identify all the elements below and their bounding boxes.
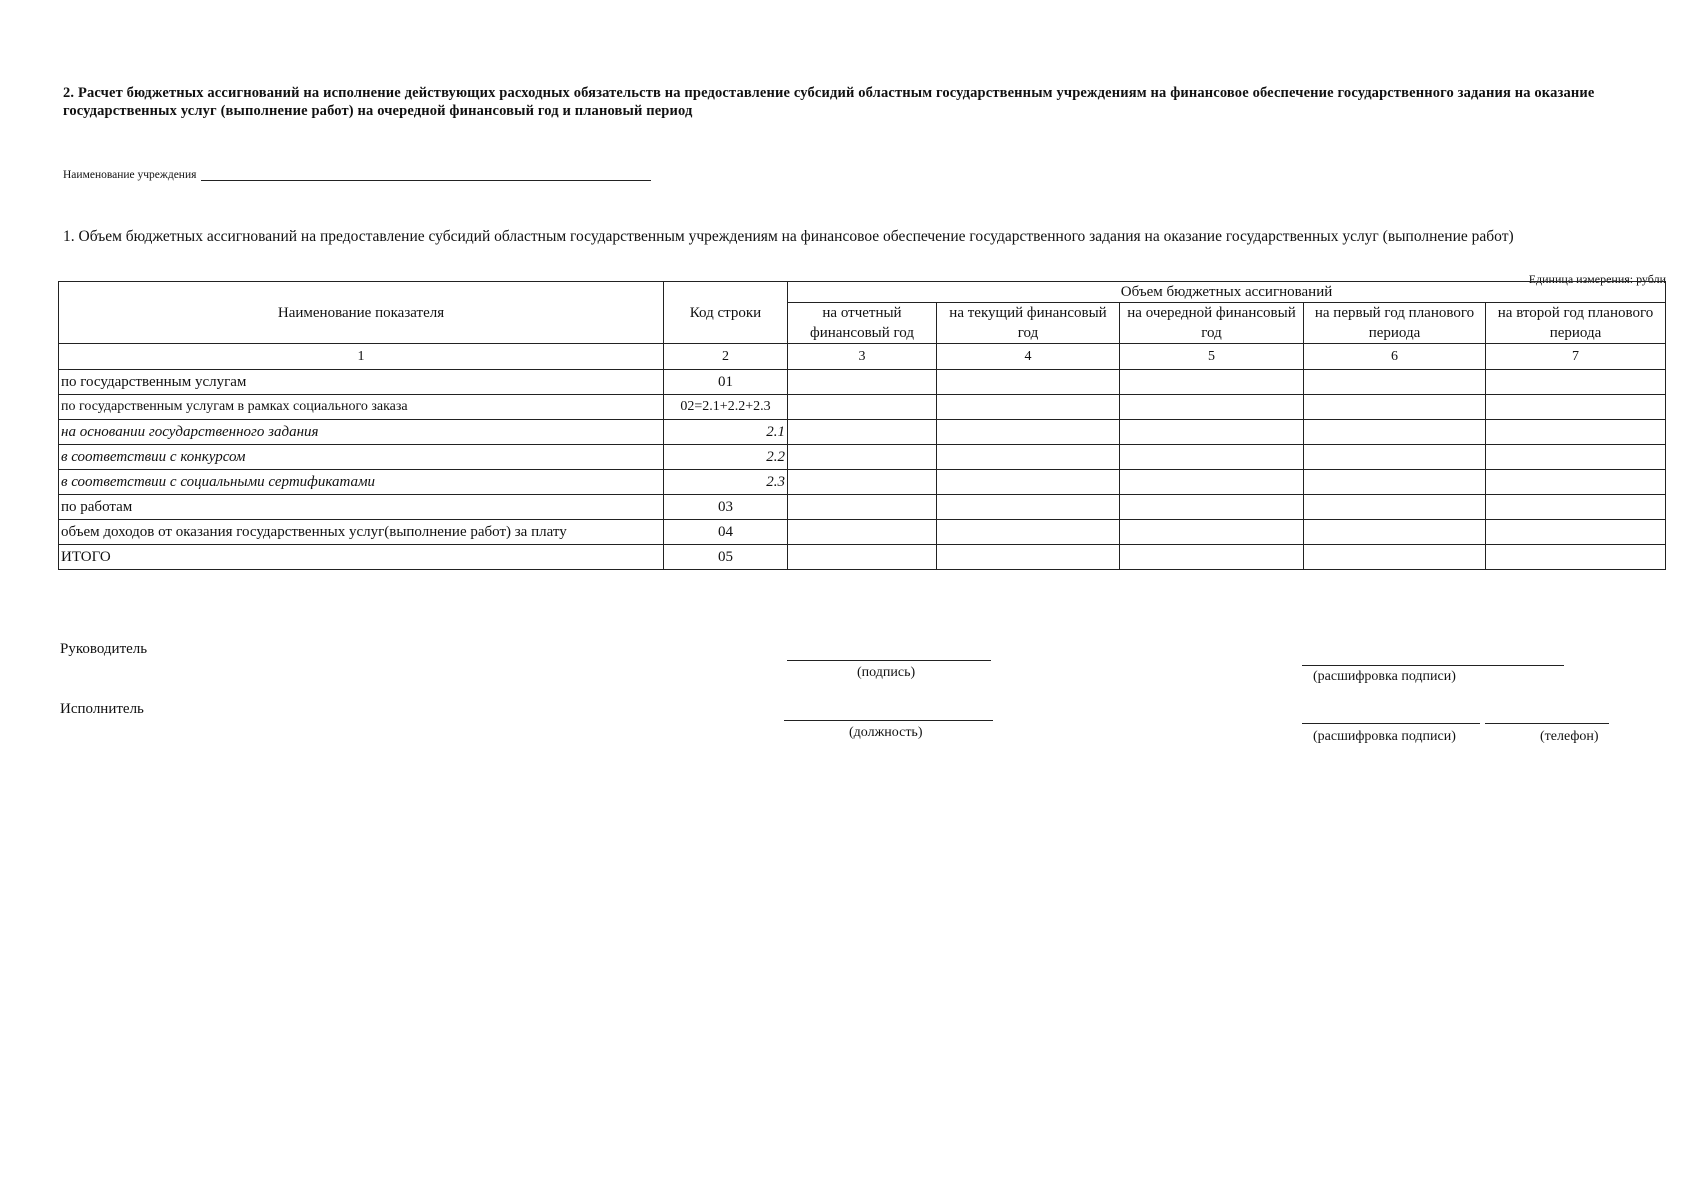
value-cell[interactable] [788,370,937,395]
head-label: Руководитель [60,641,148,657]
value-cell[interactable] [1304,470,1486,495]
value-cell[interactable] [1120,470,1304,495]
row-code: 2.3 [664,470,788,495]
table-row [59,470,1666,495]
value-cell[interactable] [788,445,937,470]
institution-blank-line [201,168,651,181]
unit-of-measure: Единица измерения: рубли [1528,272,1666,286]
budget-table [58,281,1666,570]
executor-label: Исполнитель [60,701,144,717]
value-cell[interactable] [1120,370,1304,395]
row-code: 2.2 [664,445,788,470]
value-cell[interactable] [1120,545,1304,570]
table-row [59,445,1666,470]
signature-decode-line[interactable] [1302,664,1564,666]
value-cell[interactable] [937,470,1120,495]
institution-field [63,168,651,181]
row-name: объем доходов от оказания государственных услуг(выполнение работ) за плату [59,520,664,545]
value-cell[interactable] [1304,395,1486,420]
row-code: 03 [664,495,788,520]
column-number: 4 [937,344,1120,370]
value-cell[interactable] [788,495,937,520]
column-number: 5 [1120,344,1304,370]
phone-caption: (телефон) [1540,729,1599,744]
column-header-code: Код строки [664,282,788,344]
executor-decode-line[interactable] [1302,722,1480,724]
row-code: 05 [664,545,788,570]
value-cell[interactable] [1304,545,1486,570]
column-header-next-year: на очередной финансовый год [1120,303,1304,344]
row-name: на основании государственного задания [59,420,664,445]
value-cell[interactable] [937,395,1120,420]
value-cell[interactable] [788,520,937,545]
row-code: 04 [664,520,788,545]
value-cell[interactable] [788,470,937,495]
value-cell[interactable] [937,545,1120,570]
value-cell[interactable] [937,520,1120,545]
value-cell[interactable] [1486,370,1666,395]
column-group-header: Объем бюджетных ассигнований [788,282,1666,303]
row-name: в соответствии с социальными сертификатами [59,470,664,495]
table-row [59,545,1666,570]
position-line[interactable] [784,719,993,721]
value-cell[interactable] [788,420,937,445]
value-cell[interactable] [1304,370,1486,395]
column-header-reporting-year: на отчетный финансовый год [788,303,937,344]
table-row [59,420,1666,445]
signature-caption: (подпись) [857,665,916,680]
value-cell[interactable] [1486,420,1666,445]
column-number: 3 [788,344,937,370]
column-number: 7 [1486,344,1666,370]
value-cell[interactable] [1304,445,1486,470]
signature-decode-caption: (расшифровка подписи) [1313,669,1456,684]
value-cell[interactable] [937,495,1120,520]
value-cell[interactable] [1486,545,1666,570]
column-header-name: Наименование показателя [59,282,664,344]
column-number: 1 [59,344,664,370]
institution-label: Наименование учреждения [63,169,197,181]
value-cell[interactable] [1486,520,1666,545]
section-1-title: 1. Объем бюджетных ассигнований на предоставление субсидий областным государственным учреждениям на финансовое обеспечение государственного задания на оказание государственных услуг (выполнение работ) [63,228,1514,245]
table-row [59,370,1666,395]
value-cell[interactable] [1486,445,1666,470]
row-code: 02=2.1+2.2+2.3 [664,395,788,420]
position-caption: (должность) [849,725,923,740]
value-cell[interactable] [788,395,937,420]
value-cell[interactable] [1304,495,1486,520]
row-name: ИТОГО [59,545,664,570]
column-header-plan-year-2: на второй год планового периода [1486,303,1666,344]
column-header-plan-year-1: на первый год планового периода [1304,303,1486,344]
column-header-current-year: на текущий финансовый год [937,303,1120,344]
value-cell[interactable] [1120,395,1304,420]
table-row [59,495,1666,520]
value-cell[interactable] [788,545,937,570]
column-number: 6 [1304,344,1486,370]
value-cell[interactable] [937,445,1120,470]
value-cell[interactable] [1120,445,1304,470]
value-cell[interactable] [1304,520,1486,545]
row-name: по государственным услугам [59,370,664,395]
signature-line[interactable] [787,659,991,661]
row-name: по государственным услугам в рамках социального заказа [59,395,664,420]
table-row [59,395,1666,420]
row-code: 01 [664,370,788,395]
executor-decode-caption: (расшифровка подписи) [1313,729,1456,744]
value-cell[interactable] [1486,470,1666,495]
value-cell[interactable] [1120,520,1304,545]
column-number: 2 [664,344,788,370]
row-code: 2.1 [664,420,788,445]
value-cell[interactable] [1120,495,1304,520]
value-cell[interactable] [937,370,1120,395]
phone-line[interactable] [1485,722,1609,724]
value-cell[interactable] [1120,420,1304,445]
value-cell[interactable] [1304,420,1486,445]
value-cell[interactable] [1486,495,1666,520]
document-heading: 2. Расчет бюджетных ассигнований на исполнение действующих расходных обязательств на предоставление субсидий областным государственным учреждениям на финансовое обеспечение государственного задания на оказание государственных услуг (выполнение работ) на очередной финансовый год и плановый период [63,85,1595,119]
value-cell[interactable] [937,420,1120,445]
row-name: по работам [59,495,664,520]
row-name: в соответствии с конкурсом [59,445,664,470]
value-cell[interactable] [1486,395,1666,420]
table-row [59,520,1666,545]
